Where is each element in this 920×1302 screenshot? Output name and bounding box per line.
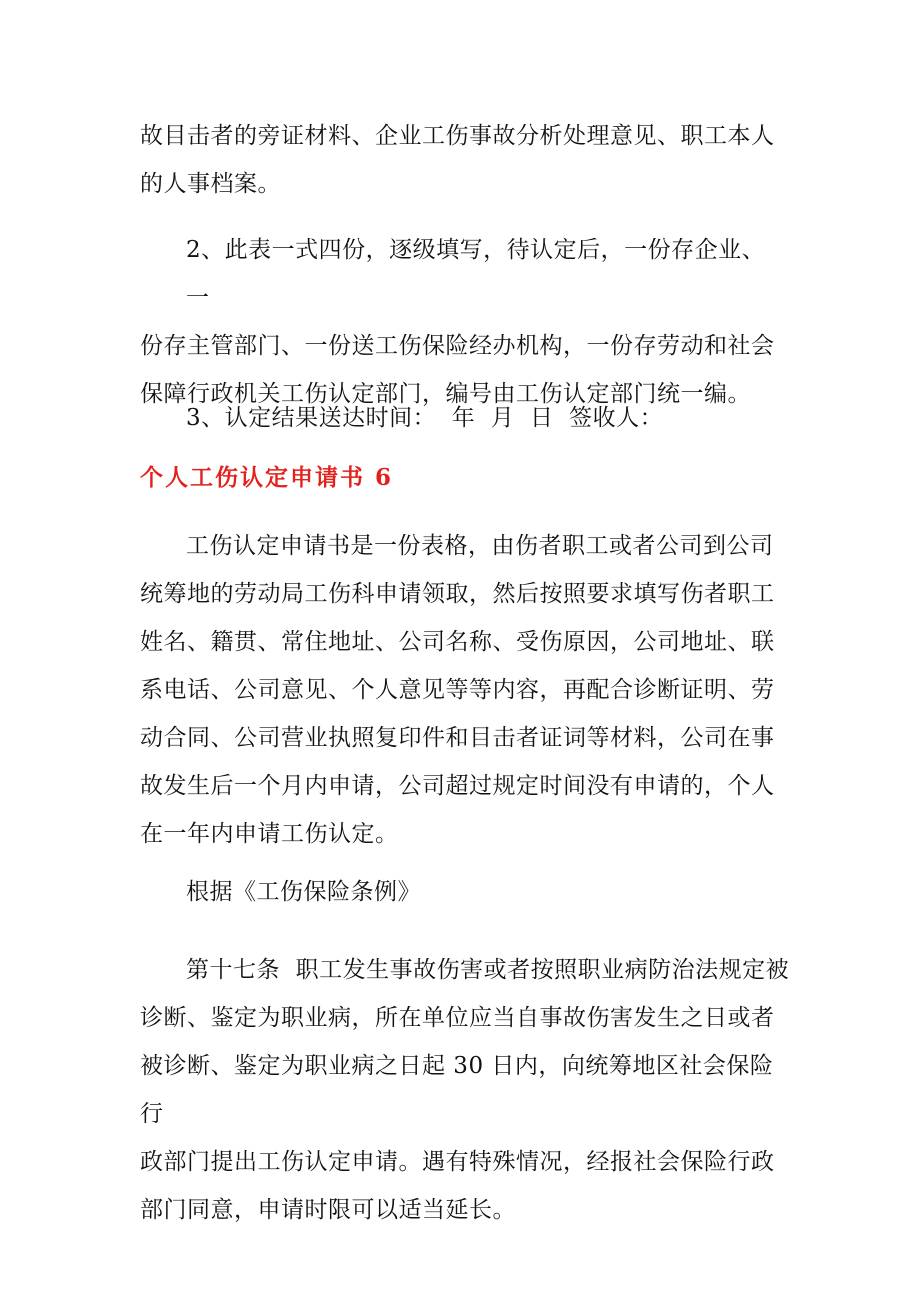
article-17-line-2: 诊断、鉴定为职业病，所在单位应当自事故伤害发生之日或者 <box>140 1005 775 1031</box>
article-17-line-4: 政部门提出工伤认定申请。遇有特殊情况，经报社会保险行政 <box>140 1149 775 1175</box>
intro-line-7: 在一年内申请工伤认定。 <box>140 821 399 847</box>
item-2-paragraph <box>140 226 780 418</box>
item-2-line-3: 保障行政机关工伤认定部门，编号由工伤认定部门统一编。 <box>140 381 751 407</box>
continuation-paragraph <box>140 112 780 208</box>
article-17-line-3: 被诊断、鉴定为职业病之日起 30 日内，向统筹地区社会保险行 <box>140 1053 774 1127</box>
article-17-line-1: 第十七条 职工发生事故伤害或者按照职业病防治法规定被 <box>186 957 790 983</box>
intro-paragraph <box>140 522 780 858</box>
basis-line: 根据《工伤保险条例》 <box>186 879 421 905</box>
continuation-line-1: 故目击者的旁证材料、企业工伤事故分析处理意见、职工本人 <box>140 123 775 149</box>
intro-line-5: 动合同、公司营业执照复印件和目击者证词等材料，公司在事 <box>140 725 775 751</box>
section-title: 个人工伤认定申请书 6 <box>140 464 394 491</box>
intro-line-3: 姓名、籍贯、常住地址、公司名称、受伤原因，公司地址、联 <box>140 629 775 655</box>
intro-line-4: 系电话、公司意见、个人意见等等内容，再配合诊断证明、劳 <box>140 677 775 703</box>
basis-paragraph <box>140 868 780 916</box>
item-3-paragraph <box>140 394 780 442</box>
continuation-line-2: 的人事档案。 <box>140 171 281 197</box>
article-17-line-5: 部门同意，申请时限可以适当延长。 <box>140 1197 516 1223</box>
item-2-line-1: 2、此表一式四份，逐级填写，待认定后，一份存企业、一 <box>186 237 766 311</box>
item-3-line: 3、认定结果送达时间： 年 月 日 签收人： <box>186 405 664 431</box>
intro-line-6: 故发生后一个月内申请，公司超过规定时间没有申请的，个人 <box>140 773 775 799</box>
article-17-paragraph <box>140 946 790 1234</box>
intro-line-2: 统筹地的劳动局工伤科申请领取，然后按照要求填写伤者职工 <box>140 581 775 607</box>
intro-line-1: 工伤认定申请书是一份表格，由伤者职工或者公司到公司 <box>186 533 774 559</box>
item-2-line-2: 份存主管部门、一份送工伤保险经办机构，一份存劳动和社会 <box>140 333 775 359</box>
